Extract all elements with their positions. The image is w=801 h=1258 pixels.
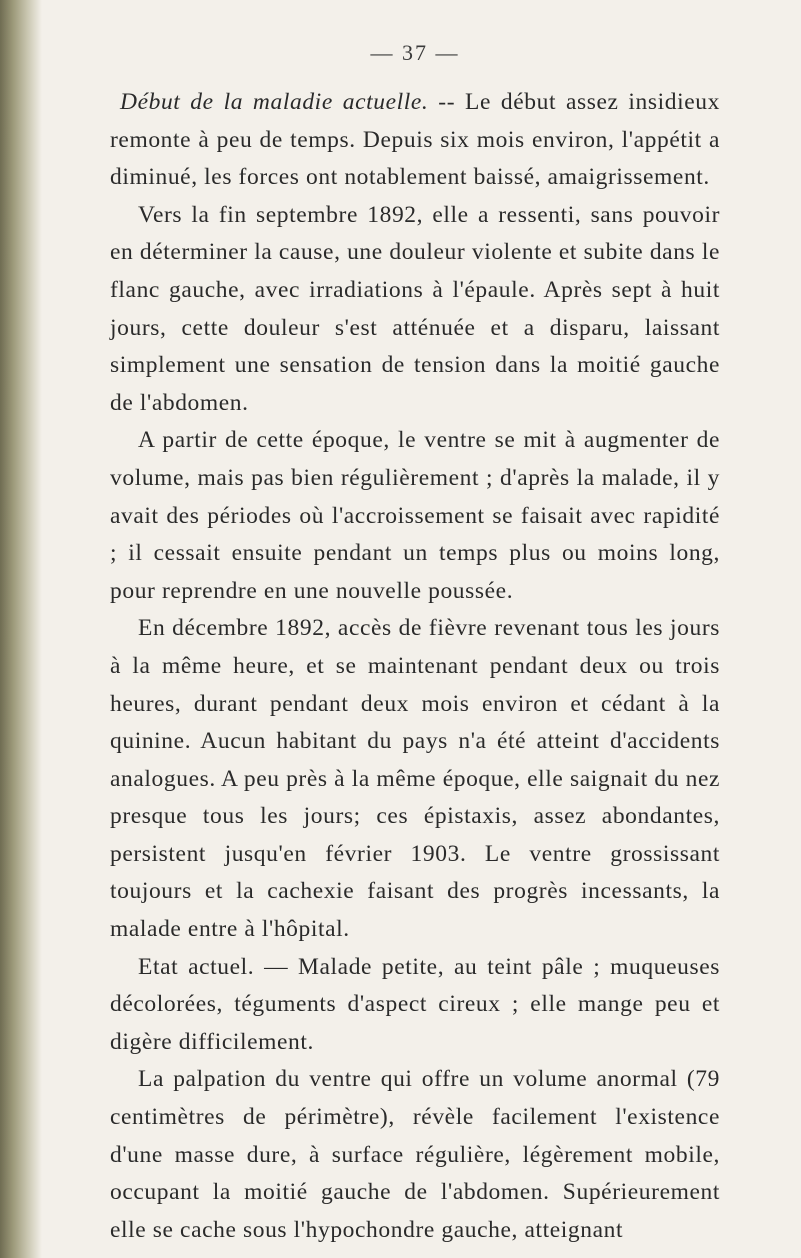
paragraph-text: En décembre 1892, accès de fièvre revenant tous les jours à la même heure, et se maintenant pendant deux ou trois heures, durant pendant deux mois environ et cédant à la quinine. Aucun habitant du pays n'a été atteint d'accidents analogues. A peu près à la même époque, elle saignait du nez presque tous les jours; ces épistaxis, assez abondantes, persistent jusqu'en février 1903. Le ventre grossissant toujours et la cachexie faisant des progrès incessants, la malade entre à l'hôpital. <box>110 615 720 943</box>
paragraph-swelling <box>110 422 720 610</box>
paragraph-text: Vers la fin septembre 1892, elle a ressenti, sans pouvoir en déterminer la cause, une douleur violente et subite dans le flanc gauche, avec irradiations à l'épaule. Après sept à huit jours, cette douleur s'est atténuée et a disparu, laissant simplement une sensation de tension dans la moitié gauche de l'abdomen. <box>110 201 720 416</box>
paragraph-current-state <box>110 949 720 1062</box>
document-page <box>110 40 720 1243</box>
paragraph-fever <box>110 610 720 948</box>
page-binding-edge <box>0 0 42 1258</box>
paragraph-text: La palpation du ventre qui offre un volume anormal (79 centimètres de périmètre), révèle facilement l'existence d'une masse dure, à surface régulière, légèrement mobile, occupant la moitié gauche de l'abdomen. Supérieurement elle se cache sous l'hypochondre gauche, atteignant <box>110 1066 720 1243</box>
paragraph-text: A partir de cette époque, le ventre se mit à augmenter de volume, mais pas bien régulièrement ; d'après la malade, il y avait des périodes où l'accroissement se faisait avec rapidité ; il cessait ensuite pendant un temps plus ou moins long, pour reprendre en une nouvelle poussée. <box>110 427 720 604</box>
paragraph-text: Etat actuel. — Malade petite, au teint pâle ; muqueuses décolorées, téguments d'aspect cireux ; elle mange peu et digère difficilement. <box>110 953 720 1055</box>
paragraph-text: -- Le début assez insidieux remonte à peu de temps. Depuis six mois environ, l'appétit a diminué, les forces ont notablement baissé, amaigrissement. <box>110 89 720 191</box>
section-heading-italic: Début de la maladie actuelle. <box>120 89 429 115</box>
paragraph-pain <box>110 197 720 423</box>
paragraph-palpation <box>110 1061 720 1249</box>
page-number: — 37 — <box>370 40 460 65</box>
paragraph-onset <box>110 84 720 197</box>
